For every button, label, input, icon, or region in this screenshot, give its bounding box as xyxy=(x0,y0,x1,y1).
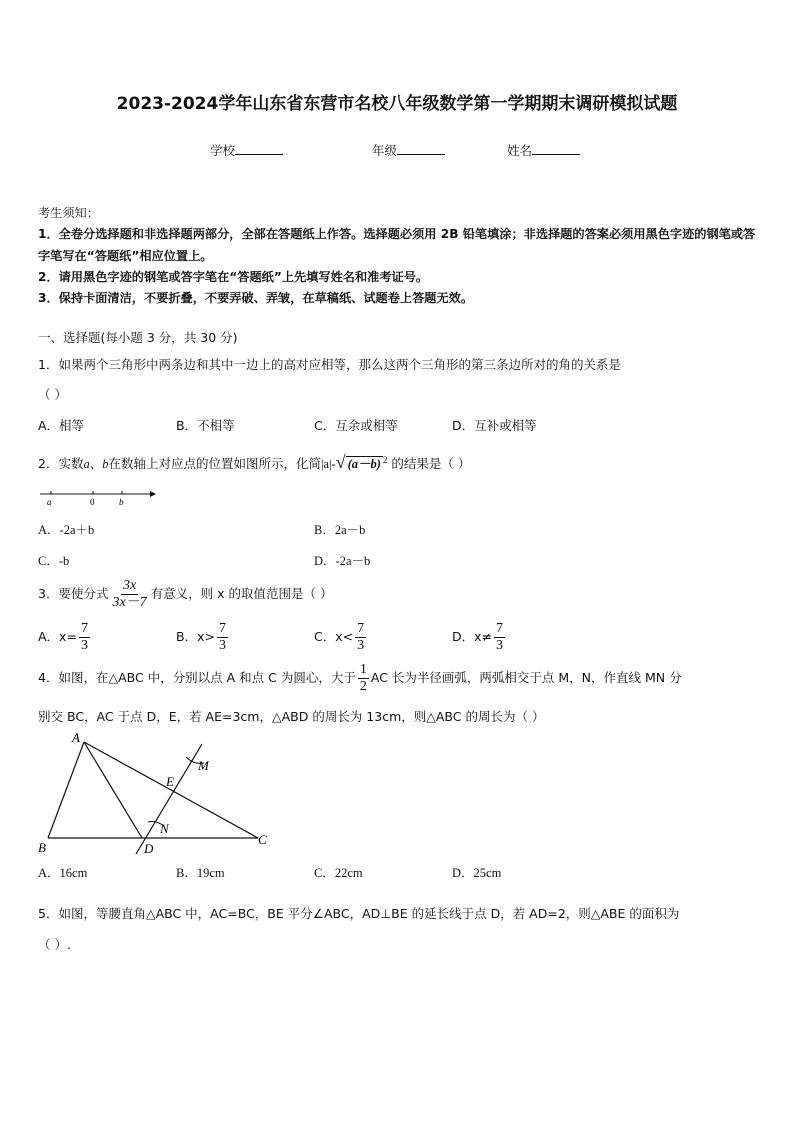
label-point-n: N xyxy=(160,821,169,836)
q3-option-d[interactable] xyxy=(452,621,507,654)
q3-option-b[interactable] xyxy=(176,621,230,654)
q3-b-fraction xyxy=(217,621,228,654)
q3-a-den: 3 xyxy=(80,638,88,653)
q3-numerator: 3x xyxy=(122,578,137,593)
q4-half-fraction xyxy=(358,662,369,695)
q3-a-fraction xyxy=(79,621,90,654)
q1-paren: （ ） xyxy=(38,387,67,402)
q1-option-c[interactable]: C．互余或相等 xyxy=(314,418,398,433)
triangle-figure xyxy=(36,730,276,860)
q3-pre: 3．要使分式 xyxy=(38,586,109,601)
exam-notes xyxy=(38,203,758,309)
q2-exponent: 2 xyxy=(382,454,388,465)
q4-option-a[interactable]: A．16cm xyxy=(38,866,88,880)
grade-field[interactable] xyxy=(372,141,445,159)
q3-d-fraction xyxy=(494,621,505,654)
q4-half-num: 1 xyxy=(359,662,367,677)
school-field[interactable] xyxy=(210,141,283,159)
segment-ab xyxy=(48,742,84,838)
q2-sep: 、 xyxy=(89,456,103,471)
q3-c-fraction xyxy=(355,621,366,654)
q3-fraction xyxy=(110,578,148,611)
q1-option-a[interactable]: A．相等 xyxy=(38,418,85,433)
q4-post: AC 长为半径画弧，两弧相交于点 M，N，作直线 MN 分 xyxy=(370,670,682,685)
q2-pre: 2．实数 xyxy=(38,456,84,471)
q3-c-label: C．x< xyxy=(314,629,354,644)
q4-option-b[interactable]: B．19cm xyxy=(176,866,225,880)
grade-blank[interactable] xyxy=(397,142,445,155)
q3-a-num: 7 xyxy=(80,621,88,636)
q4-option-c[interactable]: C．22cm xyxy=(314,866,363,880)
q3-text xyxy=(38,578,333,611)
label-b: b xyxy=(119,497,124,507)
q2-text xyxy=(38,452,470,473)
notes-item-2: 2．请用黑色字迹的钢笔或答字笔在“答题纸”上先填写姓名和准考证号。 xyxy=(38,269,429,284)
q2-option-c[interactable]: C．-b xyxy=(38,554,70,568)
q3-c-num: 7 xyxy=(357,621,365,636)
q2-post: 的结果是（ ） xyxy=(391,456,471,471)
q4-half-den: 2 xyxy=(359,679,367,694)
name-blank[interactable] xyxy=(532,142,580,155)
q2-mid: 在数轴上对应点的位置如图所示，化简 xyxy=(108,456,321,471)
q3-c-den: 3 xyxy=(357,638,365,653)
q2-radical xyxy=(336,452,388,473)
sqrt-icon: √ xyxy=(335,452,346,472)
q4-pre: 4．如图，在△ABC 中，分别以点 A 和点 C 为圆心，大于 xyxy=(38,670,356,685)
q3-b-num: 7 xyxy=(218,621,226,636)
arrow-right-icon xyxy=(150,491,156,497)
name-field[interactable] xyxy=(507,141,580,159)
q3-denominator: 3x－7 xyxy=(112,595,147,610)
q4-text-line1 xyxy=(38,662,682,695)
q3-post: 有意义，则 x 的取值范围是（ ） xyxy=(150,586,333,601)
q2-option-d[interactable]: D．-2a－b xyxy=(314,554,371,568)
section-heading: 一、选择题(每小题 3 分，共 30 分) xyxy=(38,330,238,345)
segment-ad xyxy=(84,742,142,838)
page-title: 2023-2024学年山东省东营市名校八年级数学第一学期期末调研模拟试题 xyxy=(116,94,678,114)
grade-label: 年级 xyxy=(372,143,398,158)
label-a: a xyxy=(47,497,52,507)
label-point-e: E xyxy=(166,774,174,789)
q3-option-a[interactable] xyxy=(38,621,92,654)
q1-option-b[interactable]: B．不相等 xyxy=(176,418,235,433)
q2-var-b: b xyxy=(102,457,109,471)
q1-text: 1．如果两个三角形中两条边和其中一边上的高对应相等，那么这两个三角形的第三条边所对的角的关系是 xyxy=(38,357,621,372)
number-line-figure xyxy=(38,485,158,509)
label-point-c: C xyxy=(258,832,267,847)
q5-paren: （ ）. xyxy=(38,937,71,952)
q2-radicand: (a－b) xyxy=(347,457,381,471)
q4-text-line2: 别交 BC，AC 于点 D，E，若 AE=3cm，△ABD 的周长为 13cm，则△ABC 的周长为（ ） xyxy=(38,709,545,724)
q2-option-b[interactable]: B．2a－b xyxy=(314,523,366,537)
label-point-m: M xyxy=(198,758,209,773)
school-blank[interactable] xyxy=(235,142,283,155)
notes-item-3: 3．保持卡面清洁，不要折叠，不要弄破、弄皱，在草稿纸、试题卷上答题无效。 xyxy=(38,291,474,306)
notes-heading: 考生须知： xyxy=(38,206,99,220)
segment-ac xyxy=(84,742,258,838)
q3-a-label: A．x= xyxy=(38,629,77,644)
q2-option-a[interactable]: A．-2a＋b xyxy=(38,523,95,537)
q3-d-num: 7 xyxy=(496,621,503,636)
q2-abs-a: |a|- xyxy=(320,457,336,471)
q3-d-den: 3 xyxy=(496,638,503,653)
q3-option-c[interactable] xyxy=(314,621,368,654)
label-point-d: D xyxy=(144,841,154,856)
q5-text: 5．如图，等腰直角△ABC 中，AC=BC，BE 平分∠ABC，AD⊥BE 的延长线于点 D，若 AD=2，则△ABE 的面积为 xyxy=(38,906,680,921)
label-point-a: A xyxy=(72,730,80,745)
school-label: 学校 xyxy=(210,143,236,158)
q2-var-a: a xyxy=(83,457,90,471)
q4-option-d[interactable]: D．25cm xyxy=(452,866,502,880)
q3-b-den: 3 xyxy=(218,638,226,653)
name-label: 姓名 xyxy=(507,143,533,158)
q1-option-d[interactable]: D．互补或相等 xyxy=(452,418,537,433)
label-zero: 0 xyxy=(90,497,95,507)
q3-b-label: B．x> xyxy=(176,629,215,644)
label-point-b: B xyxy=(38,840,46,855)
q3-d-label: D．x≠ xyxy=(452,629,492,644)
notes-item-1: 1．全卷分选择题和非选择题两部分，全部在答题纸上作答。选择题必须用 2B 铅笔填涂；非选择题的答案必须用黑色字迹的钢笔或答字笔写在“答题纸”相应位置上。 xyxy=(38,227,756,263)
